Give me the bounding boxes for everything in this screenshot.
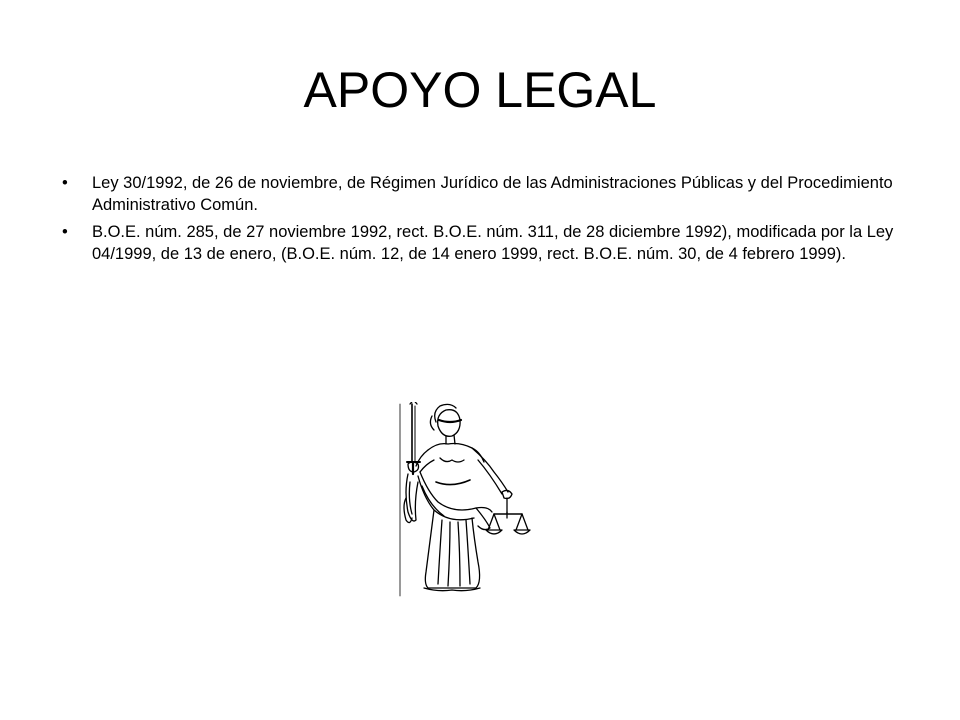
list-item	[62, 221, 902, 265]
bullet-text: Ley 30/1992, de 26 de noviembre, de Régimen Jurídico de las Administraciones Públicas y del Procedimiento Administrativo Común.	[92, 174, 893, 214]
lady-justice-image	[398, 402, 538, 598]
lady-justice-icon	[398, 402, 538, 598]
slide-title: APOYO LEGAL	[303, 62, 657, 118]
list-item	[62, 172, 902, 216]
bullet-list	[62, 172, 902, 270]
bullet-text: B.O.E. núm. 285, de 27 noviembre 1992, rect. B.O.E. núm. 311, de 28 diciembre 1992), modificada por la Ley 04/1999, de 13 de enero, (B.O.E. núm. 12, de 14 enero 1999, rect. B.O.E. núm. 30, de 4 febrero 1999).	[92, 223, 894, 263]
bullet-icon: •	[62, 223, 68, 241]
bullet-icon: •	[62, 174, 68, 192]
